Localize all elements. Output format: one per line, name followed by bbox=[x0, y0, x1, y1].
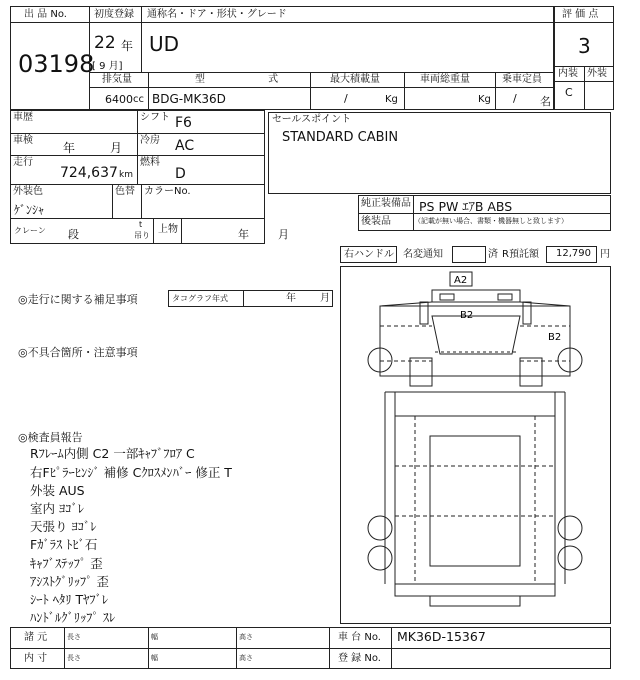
registration-year-unit: 年 bbox=[121, 39, 134, 53]
inspector-line: 外装 AUS bbox=[30, 483, 85, 498]
upper-body-label: 上物 bbox=[158, 224, 178, 235]
inspector-line: 右Fﾋﾟﾗｰﾋﾝｼﾞ 補修 Cｸﾛｽﾒﾝﾊﾞｰ 修正 T bbox=[30, 465, 232, 480]
aftermarket-note: （記載が無い場合、書類・機器無しと致します） bbox=[414, 217, 568, 225]
interior-dimensions-label: 内 寸 bbox=[24, 653, 48, 664]
damage-mark-b2-right: B2 bbox=[548, 332, 562, 343]
aftermarket-label: 後装品 bbox=[361, 216, 391, 227]
registration-number-label: 登 録 No. bbox=[338, 653, 381, 664]
crane-ton: t bbox=[139, 220, 143, 229]
inspector-line: 室内 ﾖｺﾞﾚ bbox=[30, 501, 84, 516]
capacity-slash: / bbox=[513, 92, 517, 105]
displacement: 6400 bbox=[105, 93, 133, 106]
equipment: PS PW ｴｱB ABS bbox=[419, 199, 513, 214]
shift-value: F6 bbox=[175, 115, 192, 131]
max-load-label: 最大積載量 bbox=[330, 74, 380, 85]
mileage: 724,637 bbox=[60, 165, 118, 181]
inspector-line: 天張り ﾖｺﾞﾚ bbox=[30, 519, 97, 534]
fuel-value: D bbox=[175, 166, 186, 182]
tachograph-month: 月 bbox=[320, 293, 330, 304]
ac-label: 冷房 bbox=[140, 135, 160, 146]
inspector-line: ｼｰﾄ ﾍﾀﾘ Tﾔﾌﾞﾚ bbox=[30, 592, 109, 607]
inspector-label: ◎検査員報告 bbox=[18, 431, 83, 444]
interior-grade: C bbox=[565, 86, 573, 99]
steering: 右ハンドル bbox=[344, 249, 394, 260]
model-code: BDG-MK36D bbox=[152, 92, 226, 106]
max-load-unit: Kg bbox=[385, 94, 398, 105]
inspection-label: 車検 bbox=[13, 135, 33, 146]
exterior-grade-label: 外装 bbox=[587, 68, 607, 79]
crane-label: クレーン bbox=[14, 226, 46, 235]
interior-grade-label: 内装 bbox=[558, 68, 578, 79]
body-dimensions-label: 諸 元 bbox=[24, 632, 48, 643]
lot-number-label: 出 品 No. bbox=[24, 9, 67, 20]
equipment-label: 純正装備品 bbox=[361, 198, 411, 209]
inner-width-label: 幅 bbox=[151, 654, 158, 662]
max-load-slash: / bbox=[344, 92, 348, 105]
inner-height-label: 高さ bbox=[239, 654, 253, 662]
inner-length-label: 長さ bbox=[67, 654, 81, 662]
score-value: 3 bbox=[578, 34, 591, 58]
recycle-amount: 12,790 bbox=[556, 248, 591, 259]
upper-year: 年 bbox=[238, 228, 249, 241]
registration-month: [ 9 月] bbox=[92, 61, 123, 72]
lot-number: 03198 bbox=[18, 50, 95, 78]
name-change-done: 済 bbox=[488, 249, 498, 260]
name-change-box bbox=[452, 246, 486, 263]
mileage-unit: km bbox=[119, 170, 133, 180]
sales-point: STANDARD CABIN bbox=[282, 130, 399, 145]
body-width-label: 幅 bbox=[151, 633, 158, 641]
chassis-number-label: 車 台 No. bbox=[338, 632, 381, 643]
body-height-label: 高さ bbox=[239, 633, 253, 641]
mileage-label: 走行 bbox=[13, 157, 33, 168]
gross-weight-unit: Kg bbox=[478, 94, 491, 105]
model-code-label: 型 式 bbox=[195, 74, 309, 85]
inspection-month: 月 bbox=[110, 141, 123, 155]
crane-hang: 吊り bbox=[134, 231, 150, 240]
exterior-color-label: 外装色 bbox=[13, 186, 43, 197]
first-registration-label: 初度登録 bbox=[94, 9, 134, 20]
displacement-label: 排気量 bbox=[102, 74, 132, 85]
color-change-label: 色替 bbox=[115, 186, 135, 197]
recycle-label: R預託額 bbox=[502, 249, 539, 260]
defects-label: ◎不具合箇所・注意事項 bbox=[18, 346, 138, 359]
crane-stage: 段 bbox=[68, 228, 79, 241]
score-label: 評 価 点 bbox=[562, 9, 599, 20]
history-label: 車歴 bbox=[13, 112, 33, 123]
model-name: UD bbox=[149, 32, 180, 56]
inspector-line: ｷｬﾌﾞｽﾃｯﾌﾟ 歪 bbox=[30, 556, 103, 571]
fuel-label: 燃料 bbox=[140, 157, 160, 168]
upper-month: 月 bbox=[278, 228, 289, 241]
exterior-color: ｹﾞﾝｼｬ bbox=[14, 203, 45, 217]
inspector-line: ﾊﾝﾄﾞﾙｸﾞﾘｯﾌﾟ ｽﾚ bbox=[30, 610, 116, 625]
name-change-label: 名変通知 bbox=[403, 249, 443, 260]
inspection-year: 年 bbox=[63, 141, 76, 155]
inspector-line: Fｶﾞﾗｽ ﾄﾋﾞ石 bbox=[30, 537, 98, 552]
chassis-number: MK36D-15367 bbox=[397, 629, 486, 644]
shift-label: シフト bbox=[140, 112, 170, 123]
capacity-unit: 名 bbox=[540, 95, 551, 108]
damage-mark-a2: A2 bbox=[454, 275, 468, 286]
tachograph-label: タコグラフ年式 bbox=[172, 294, 228, 303]
body-length-label: 長さ bbox=[67, 633, 81, 641]
registration-year: 22 bbox=[94, 33, 116, 53]
recycle-unit: 円 bbox=[600, 249, 610, 260]
inspector-line: ｱｼｽﾄｸﾞﾘｯﾌﾟ 歪 bbox=[30, 574, 109, 589]
tachograph-year: 年 bbox=[286, 293, 296, 304]
driving-notes-label: ◎走行に関する補足事項 bbox=[18, 293, 138, 306]
vehicle-name-label: 通称名・ドア・形状・グレード bbox=[147, 9, 287, 20]
displacement-unit: cc bbox=[133, 94, 144, 105]
inspector-line: Rﾌﾚｰﾑ内側 C2 一部ｷｬﾌﾞﾌﾛｱ C bbox=[30, 446, 195, 461]
sales-point-label: セールスポイント bbox=[272, 114, 352, 125]
gross-weight-label: 車両総重量 bbox=[420, 74, 470, 85]
truck-diagram bbox=[340, 266, 611, 624]
ac-value: AC bbox=[175, 138, 195, 154]
color-code-label: カラーNo. bbox=[144, 186, 191, 197]
damage-mark-b2-front: B2 bbox=[460, 310, 474, 321]
capacity-label: 乗車定員 bbox=[502, 74, 542, 85]
